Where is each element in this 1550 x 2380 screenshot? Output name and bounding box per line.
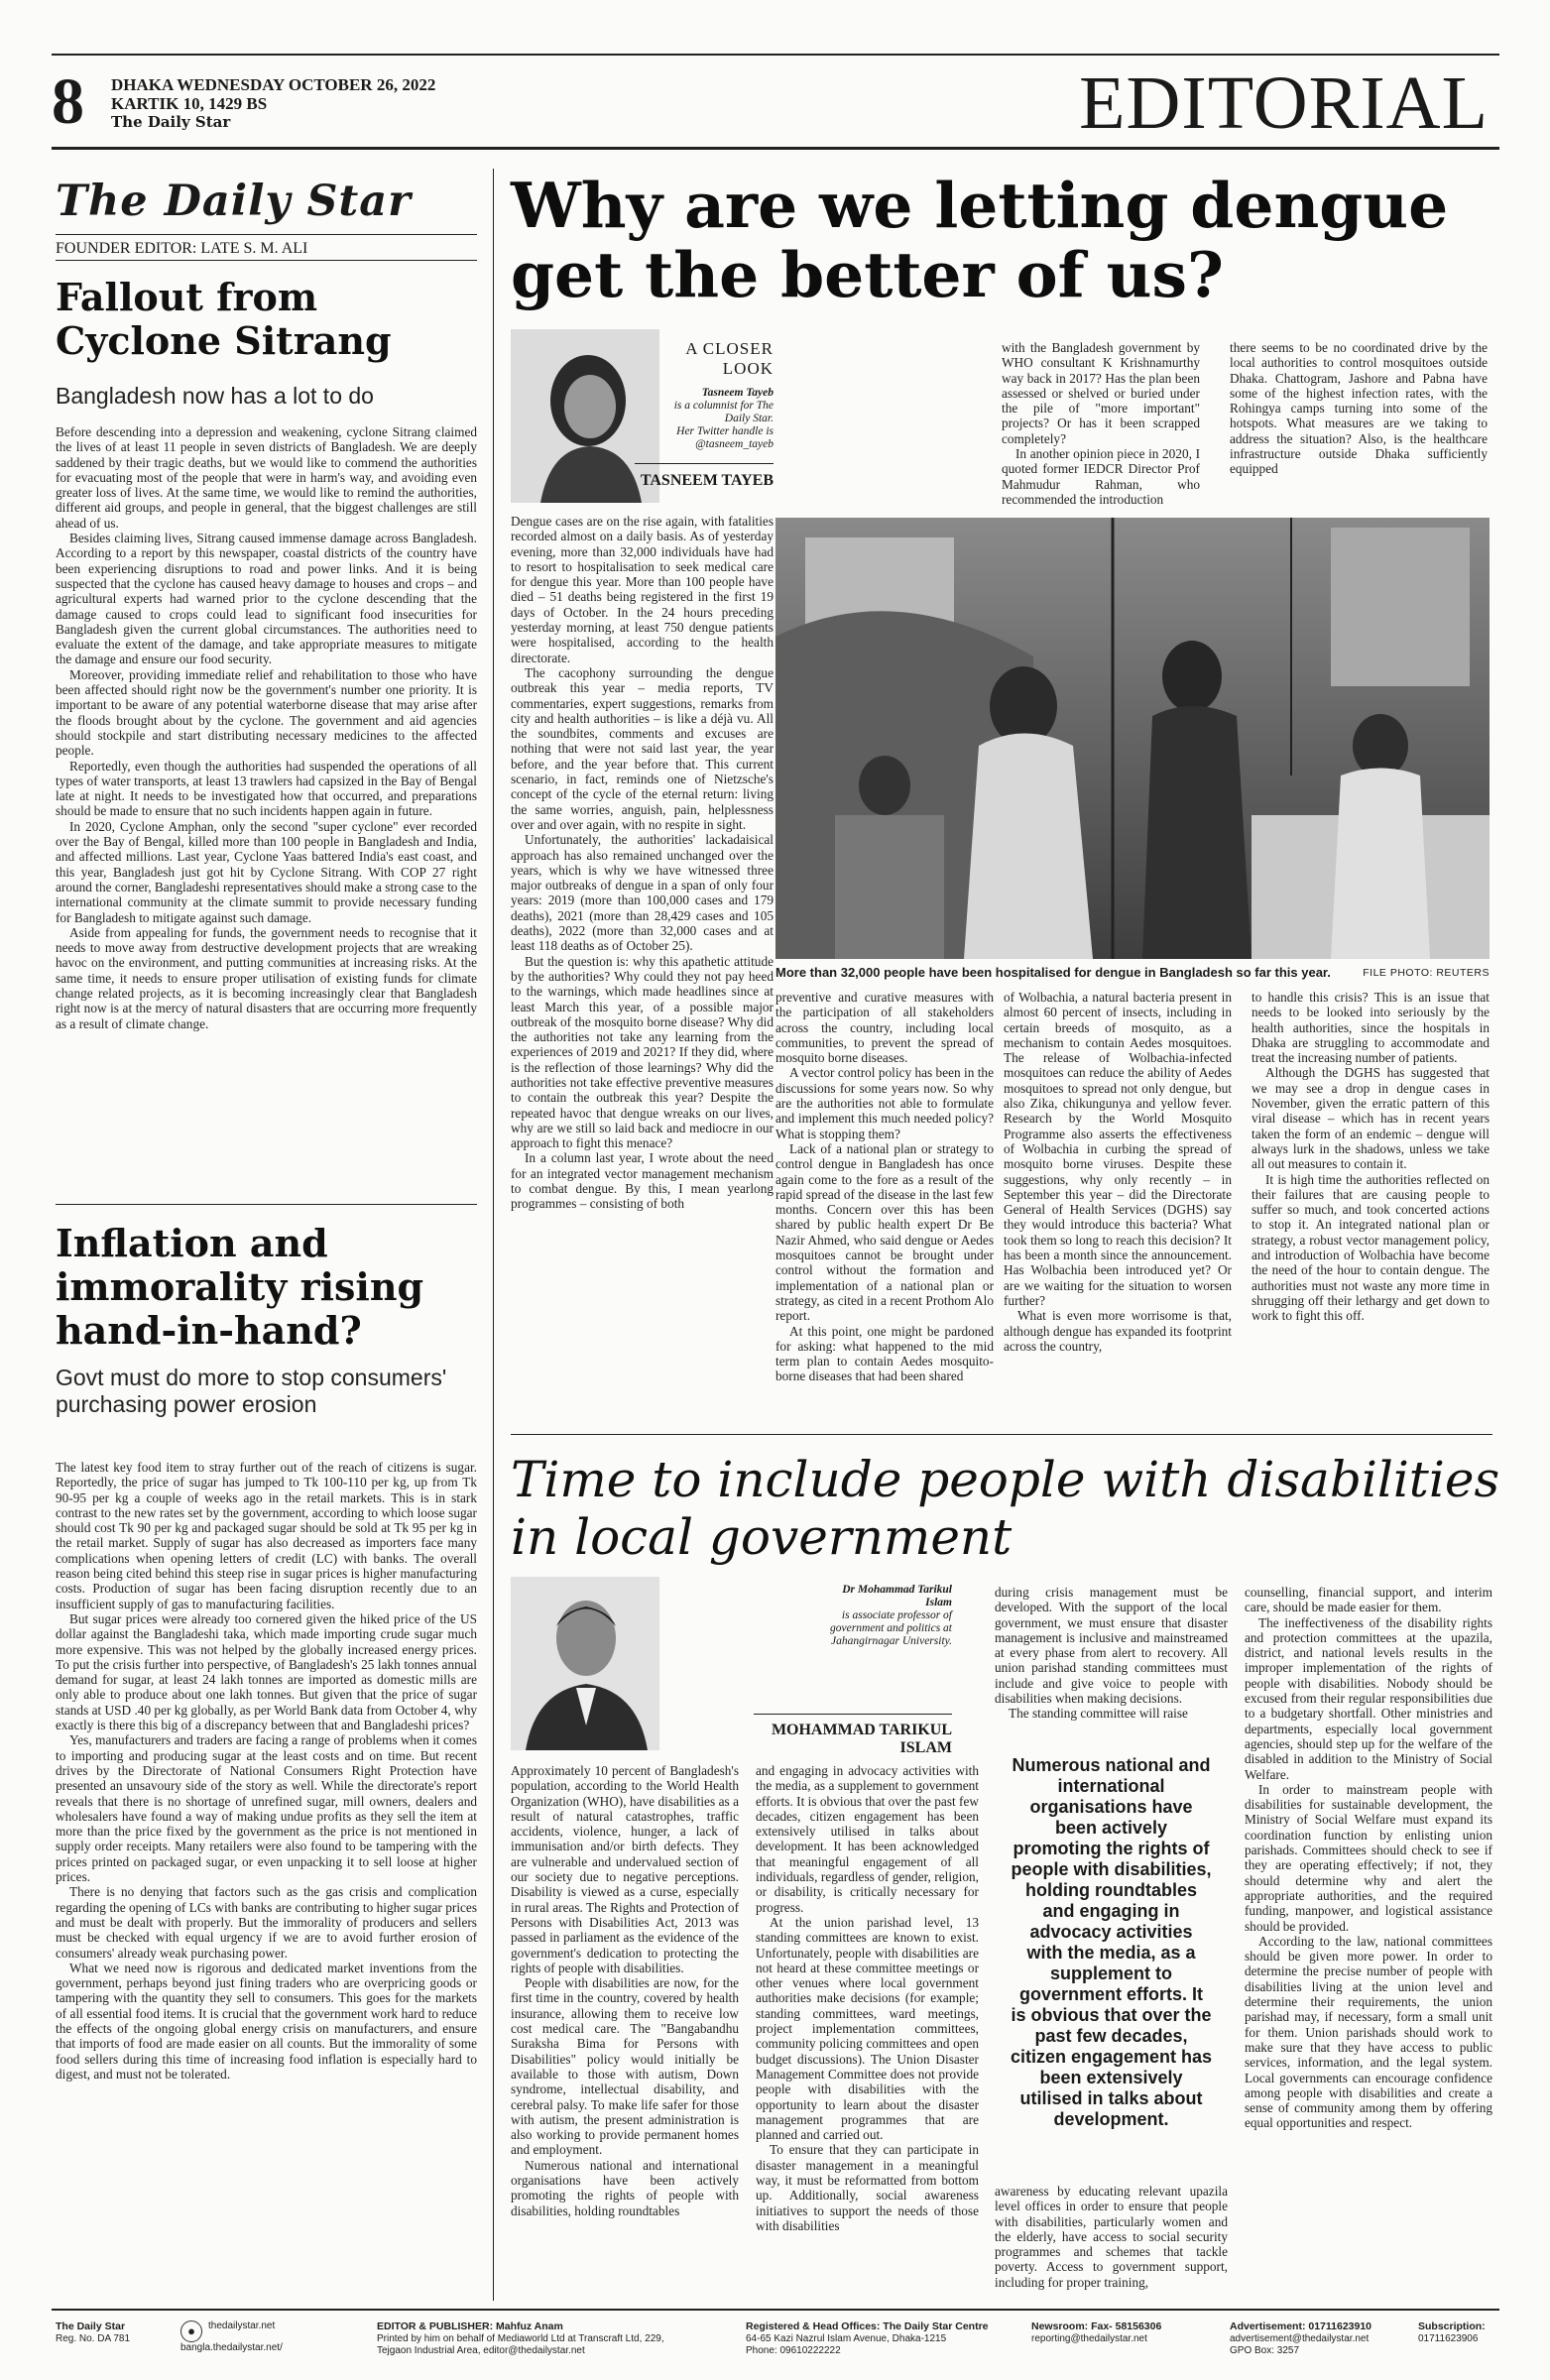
editorial1-paragraph: Aside from appealing for funds, the government needs to recognise that it needs to move away from destructive development projects that are wreaking havoc on the environment, and putting communities at increasing risks. At the same time, it needs to ensure proper utilisation of existing funds for climate change related projects, as it is becoming increasingly clear that Bangladesh right now is at the mercy of natural disasters that are occurring more frequently as a result of climate change. <box>56 924 477 1031</box>
photo-caption: More than 32,000 people have been hospitalised for dengue in Bangladesh so far this year. <box>775 965 1331 980</box>
tarikul-portrait <box>511 1577 659 1750</box>
editorial-divider <box>56 1204 477 1205</box>
footer-paper <box>56 2320 130 2345</box>
editorial1-paragraph: Besides claiming lives, Sitrang caused immense damage across Bangladesh. According to a report by this newspaper, coastal districts of the country have been experiencing disruptions to road and power links. And it is being suspected that the cyclone has caused heavy damage to houses and crops – and agricultural experts had warned prior to the cyclone descending that the damage caused to crops could lead to significant food insecurities for Bangladesh given the current global circumstances. The authorities need to evaluate the extent of the damage, and take appropriate measures to mitigate the damage and ensure our food security. <box>56 531 477 667</box>
disability-byline: MOHAMMAD TARIKUL ISLAM <box>771 1722 952 1756</box>
globe-icon: ● <box>180 2320 202 2342</box>
section-title: EDITORIAL <box>1079 61 1489 145</box>
footer-ads <box>1230 2320 1371 2357</box>
footer-printed: Printed by him on behalf of Mediaworld Ltd at Transcraft Ltd, 229, <box>377 2333 664 2344</box>
dengue-paragraph: preventive and curative measures with the participation of all stakeholders across the country, including local communities, to prevent the spread of mosquito borne diseases. <box>775 990 994 1066</box>
pullquote: Numerous national and international organisations have been actively promoting the rights of people with disabilities, holding roundtables and engaging in advocacy activities with the media, as a supplement to government efforts. It is obvious that over the past few decades, citizen engagement has been extensively utilised in talks about development. <box>1010 1755 1213 2129</box>
dengue-col-a <box>511 514 774 1212</box>
editorial1-paragraph: Moreover, providing immediate relief and rehabilitation to those who have been affected should right now be the government's number one priority. It is important to be aware of any potential waterborne disease that may arise after the floods brought about by the cyclone. The government and aid agencies should stockpile and start distributing necessary medicines to the affected people. <box>56 666 477 759</box>
disability-col-a <box>511 1763 739 2218</box>
author-note-line: government and politics at <box>830 1622 952 1634</box>
author-note-line: Her Twitter handle is <box>676 425 774 437</box>
portrait-silhouette-icon <box>511 1577 659 1750</box>
dengue-paragraph: there seems to be no coordinated drive by the local authorities to control mosquitoes outside Dhaka. Chattogram, Jashore and Pabna have some of the highest infection rates, with the Rohingya camps turning into some of the hotspots. What measures are we taking to address the situation? Also, is the healthcare infrastructure outside Dhaka sufficiently equipped <box>1230 340 1488 477</box>
disability-paragraph: Numerous national and international organisations have been actively promoting the rights of people with disabilities, holding roundtables <box>511 2157 739 2218</box>
daily-star-logo: The Daily Star <box>56 177 412 226</box>
footer-web <box>180 2320 283 2354</box>
footer-sub-phone: 01711623906 <box>1418 2333 1479 2344</box>
disability-paragraph: The ineffectiveness of the disability rights and protection committees at the upazila, district, and national levels results in the improper implementation of the rights of people with disabilities. Nobody should be excused from their regular responsibilities due to a budgetary shortfall. Other ministries and departments, especially local government agencies, should step up for the welfare of the disabled in addition to the Ministry of Social Welfare. <box>1245 1614 1492 1782</box>
disability-paragraph: The standing committee will raise <box>1009 1706 1188 1722</box>
disability-headline: Time to include people with disabilities in local government <box>511 1451 1500 1566</box>
logo-rule <box>56 234 477 235</box>
author-note-line: is a columnist for The Daily Star. <box>673 400 774 424</box>
dengue-paragraph: of Wolbachia, a natural bacteria present in almost 60 percent of insects, including in certain breeds of mosquito, as a mechanism to contain Aedes mosquitoes. The release of Wolbachia-infected mosquitoes can reduce the ability of Aedes mosquitoes to spread not only dengue, but also Zika, chikungunya and yellow fever. Research by the World Mosquito Programme also asserts the effectiveness of Wolbachia in curbing the spread of mosquito borne viruses. Despite these suggestions, why only recently – in September this year – did the Directorate General of Health Services (DGHS) say they would introduce this bacteria? What took them so long to reach this decision? It has been a month since the announcement. Has Wolbachia been introduced yet? Or are we waiting for the situation to worsen further? <box>1004 990 1232 1308</box>
footer-sub-label: Subscription: <box>1418 2320 1486 2332</box>
footer-office-address: 64-65 Kazi Nazrul Islam Avenue, Dhaka-1215 <box>746 2333 947 2344</box>
masthead-rule <box>52 147 1499 150</box>
editorial2-paragraph: Yes, manufacturers and traders are facing a range of problems when it comes to importing and producing sugar at the least costs and on time. But recent drives by the Directorate of National Consumers Right Protection have presented an unsavoury side of the story as well. While the directorate's report reveals that there is no shortage of unrefined sugar, mill owners, dealers and wholesalers have found a way of making undue profits as they sell the item at more than the price fixed by the government as the price is not mentioned in supply order receipts. Many retailers were also found to be tampering with the prices printed on packaged sugar, or even unpacking it to sell loose at higher prices. <box>56 1732 477 1885</box>
footer-newsroom <box>1031 2320 1161 2345</box>
footer-rule <box>52 2309 1499 2311</box>
disability-col-b <box>756 1763 979 2233</box>
article-divider <box>511 1434 1492 1435</box>
footer-reg: Reg. No. DA 781 <box>56 2333 131 2344</box>
editorial1-body <box>56 424 477 1031</box>
editorial2-paragraph: But sugar prices were already too cornered given the hiked price of the US dollar against the Bangladeshi taka, which made importing crude sugar much more expensive. This was not helped by the globally increased energy prices. To put the crisis further into perspective, of Bangladesh's 25 lakh tonnes annual demand for sugar, at least 24 lakh tonnes are imported as domestic mills are only able to produce about one lakh tonnes. But given that the price of sugar stands at USD .40 per kg globally, as per World Bank data from October 4, why exactly is there this big of a discrepancy between that and Bangladeshi prices? <box>56 1610 477 1733</box>
footer-newsroom-email[interactable]: reporting@thedailystar.net <box>1031 2333 1147 2344</box>
dengue-headline: Why are we letting dengue get the better of us? <box>511 169 1449 311</box>
disability-paragraph: According to the law, national committees should be given more power. In order to determine the precise number of people with disabilities living at the union level and determine their requirements, the union parishad may, if necessary, form a small unit for them. Union parishads should work to make sure that they have access to public services, information, and the legal system. Local governments can encourage confidence among people with disabilities and create a sense of community among them by offering equal opportunities and respect. <box>1245 1933 1492 2131</box>
top-rule <box>52 54 1499 56</box>
editorial1-paragraph: Before descending into a depression and weakening, cyclone Sitrang claimed the lives of at least 11 people in seven districts of Bangladesh. We are deeply saddened by their tragic deaths, but we would like to commend the authorities for evacuating most of the people that were in harm's way, and avoiding even greater loss of lives. At the same time, we would like to remind the authorities, different aid groups, and people in general, that the biggest challenges are still ahead of us. <box>56 424 477 531</box>
dengue-ward-photo <box>775 518 1490 959</box>
disability-paragraph: To ensure that they can participate in disaster management in a meaningful way, it must be reformatted from bottom up. Additionally, social awareness initiatives to support the needs of those with disabilities <box>756 2142 979 2233</box>
dengue-paragraph: A vector control policy has been in the discussions for some years now. So why are the authorities not able to formulate and implement this much needed policy? What is stopping them? <box>775 1065 994 1141</box>
editorial1-subtitle: Bangladesh now has a lot to do <box>56 383 374 409</box>
dengue-paragraph: Although the DGHS has suggested that we may see a drop in dengue cases in November, given the erratic pattern of this viral disease – which has in recent years taken the form of an endemic – dengue will always lurk in the shadows, unless we take all out measures to contain it. <box>1252 1065 1490 1172</box>
date-line: DHAKA WEDNESDAY OCTOBER 26, 2022 <box>111 75 436 94</box>
brand-small: The Daily Star <box>111 113 231 131</box>
dengue-byline: TASNEEM TAYEB <box>640 472 774 489</box>
photo-credit: FILE PHOTO: REUTERS <box>1363 967 1490 979</box>
footer-ad-email[interactable]: advertisement@thedailystar.net <box>1230 2333 1370 2344</box>
footer-newsroom-label: Newsroom: Fax- 58156306 <box>1031 2320 1162 2332</box>
dengue-col-c-top <box>1230 340 1488 477</box>
editorial2-title: Inflation and immorality rising hand-in-hand? <box>56 1221 424 1353</box>
disability-col-c-bottom <box>995 2184 1228 2290</box>
disability-author-note <box>813 1584 952 1648</box>
dengue-paragraph: with the Bangladesh government by WHO consultant K Krishnamurthy way back in 2017? Has the plan been assessed or shelved or buried under the pile of "more important" projects? Or has it been scrapped completely? <box>1002 340 1200 446</box>
dengue-paragraph: to handle this crisis? This is an issue that needs to be looked into seriously by the health authorities, since the hospitals in Dhaka are struggling to accommodate and treat the increasing number of patients. <box>1252 990 1490 1066</box>
dengue-col-c-bottom <box>1004 990 1232 1354</box>
dengue-paragraph: What is even more worrisome is that, although dengue has expanded its footprint across the country, <box>1004 1308 1232 1354</box>
footer-subscription <box>1418 2320 1486 2345</box>
editorial1-paragraph: In 2020, Cyclone Amphan, only the second "super cyclone" ever recorded over the Bay of Bengal, killed more than 100 people in Bangladesh and India, and affected millions. Last year, Cyclone Yaas battered India's east coast, and this year, Bangladesh just got hit by Cyclone Sitrang. With COP 27 right around the corner, Bangladeshi representatives should make a strong case to the international community at the climate summit to provide necessary funding for Bangladesh to mitigate against such damage. <box>56 818 477 925</box>
footer-paper-name: The Daily Star <box>56 2320 126 2332</box>
disability-paragraph: People with disabilities are now, for the first time in the country, covered by health insurance, allowing them to receive low cost medical care. The "Bangabandhu Suraksha Bima for Persons with Disabilities" policy would initially be available to those with autism, Down syndrome, intellectual disability, and cerebral palsy. To make life safer for those with autism, the present administration is also working to provide permanent homes and employment. <box>511 1975 739 2158</box>
footer-web-link[interactable]: thedailystar.net <box>208 2320 276 2331</box>
disability-paragraph: Approximately 10 percent of Bangladesh's population, according to the World Health Organization (WHO), have disabilities as a result of natural catastrophes, traffic accidents, violence, hunger, a lack of immunisation and/or birth defects. They are vulnerable and undervalued section of our society due to negative perceptions. Disability is viewed as a curse, especially in rural areas. The Rights and Protection of Persons with Disabilities Act, 2013 was passed in parliament as the evidence of the government's dedication to protecting the rights of people with disabilities. <box>511 1763 739 1975</box>
footer-ad-box: GPO Box: 3257 <box>1230 2345 1300 2356</box>
disability-paragraph: counselling, financial support, and interim care, should be made easier for them. <box>1245 1585 1492 1615</box>
date-block <box>111 75 435 132</box>
footer-editor-label: EDITOR & PUBLISHER: Mahfuz Anam <box>377 2320 563 2332</box>
dengue-col-b-top <box>1002 340 1200 507</box>
disability-col-c-top <box>995 1585 1228 1722</box>
author-note-line: @tasneem_tayeb <box>695 438 774 450</box>
disability-paragraph: and engaging in advocacy activities with the media, as a supplement to government efforts. It is obvious that over the past few decades, citizen engagement has been extensively utilised in talks about development. It has been acknowledged that meaningful engagement of all individuals, regardless of gender, religion, or disability, is critically necessary for progress. <box>756 1763 979 1915</box>
author-note-line: is associate professor of <box>841 1609 952 1621</box>
dengue-paragraph: In a column last year, I wrote about the need for an integrated vector management mechanism to combat dengue. By this, I mean yearlong programmes – consisting of both <box>511 1150 774 1212</box>
editorial2-subtitle: Govt must do more to stop consumers' purchasing power erosion <box>56 1365 447 1417</box>
editorial2-paragraph: There is no denying that factors such as the gas crisis and complication regarding the opening of LCs with banks are contributing to higher sugar prices and must be dealt with properly. But the immorality of producers and sellers must be checked with equal urgency if we are to avoid further erosion of consumers' already weak purchasing power. <box>56 1884 477 1961</box>
footer-office-label: Registered & Head Offices: The Daily Star Centre <box>746 2320 989 2332</box>
founder-line: FOUNDER EDITOR: LATE S. M. ALI <box>56 240 308 257</box>
dengue-paragraph: It is high time the authorities reflected on their failures that are causing people to suffer so much, and took concerted actions to stop it. An integrated national plan or strategy, a robust vector management policy, and introduction of Wolbachia have become the need of the hour to contain dengue. The authorities must not waste any more time in shrugging off their lethargy and get down to work to fight this off. <box>1252 1171 1490 1324</box>
page-number: 8 <box>52 65 84 138</box>
founder-rule <box>56 260 477 261</box>
hospital-scene-icon <box>775 518 1490 959</box>
dengue-col-d-bottom <box>1252 990 1490 1324</box>
footer-ad-label: Advertisement: 01711623910 <box>1230 2320 1372 2332</box>
footer-printed2: Tejgaon Industrial Area, editor@thedailystar.net <box>377 2345 585 2356</box>
footer-office <box>746 2320 989 2357</box>
dengue-paragraph: In another opinion piece in 2020, I quoted former IEDCR Director Prof Mahmudur Rahman, who recommended the introduction <box>1002 446 1200 507</box>
editorial2-paragraph: The latest key food item to stray further out of the reach of citizens is sugar. Reportedly, the price of sugar has jumped to Tk 100-110 per kg, up from Tk 90-95 per kg a couple of weeks ago in the retail markets. This is in stark contrast to the new rates set by the government, according to which loose sugar should cost Tk 90 per kg and packaged sugar should be sold at Tk 95 per kg in the retail market. Supply of sugar has also decreased as importers face many complications when opening letters of credit (LC) with banks. The overall reason being cited behind this steep rise in sugar prices is higher manufacturing costs. Production of sugar has been facing disruption recently due to an insufficient supply of gas to manufacturing facilities. <box>56 1460 477 1611</box>
disability-paragraph: In order to mainstream people with disabilities for sustainable development, the Ministry of Social Welfare must expand its coordination function by enlisting union parishads. Committees should check to see if they are operating effectively; if not, they should determine why and alert the appropriate authorities, and the required funding, manpower, and logistical assistance should be provided. <box>1245 1781 1492 1934</box>
footer-office-phone: Phone: 09610222222 <box>746 2345 841 2356</box>
kicker: A CLOSER LOOK <box>685 339 774 378</box>
author-name: Tasneem Tayeb <box>701 387 774 399</box>
disability-paragraph: At the union parishad level, 13 standing committees are known to exist. Unfortunately, people with disabilities are not heard at these committee meetings or other venues where local government authorities make decisions (for example; standing committees, ward meetings, project implementation committees, community policing committees and open budget discussions). The Union Disaster Management Committee does not provide people with disabilities with the opportunity to learn about the disaster management programmes that are planned and carried out. <box>756 1914 979 2143</box>
dengue-col-b-bottom <box>775 990 994 1384</box>
dengue-paragraph: The cacophony surrounding the dengue outbreak this year – media reports, TV commentaries, expert suggestions, remarks from city and health authorities – is like a déjà vu. All the soundbites, comments and excuses are nothing that were not said last year, the year before, and the year before that. This current scenario, in fact, reminds one of Nietzsche's concept of the cycle of the eternal return: living the same worries, anguish, pain, helplessness over and over again, with no respite in sight. <box>511 664 774 832</box>
byline-rule <box>754 1714 952 1715</box>
disability-paragraph: awareness by educating relevant upazila level offices in order to ensure that people with disabilities, particularly women and the elderly, have access to social security programmes and schemes that tackle poverty. Access to government support, including for proper training, <box>995 2184 1228 2290</box>
dengue-paragraph: Unfortunately, the authorities' lackadaisical approach has also remained unchanged over the years, which is why we have witnessed three major outbreaks of dengue in a span of only four years: 2019 (more than 100,000 cases and 179 deaths), 2021 (more than 28,429 cases and 105 deaths), 2022 (more than 32,000 cases and at least 118 deaths as of October 25). <box>511 832 774 954</box>
footer-web-link[interactable]: bangla.thedailystar.net/ <box>180 2342 283 2353</box>
editorial2-paragraph: What we need now is rigorous and dedicated market inventions from the government, perhaps beyond just fining traders who are overpricing goods or tampering with the quantity they sell to consumers. This goes for the markets of all essential food items. It is crucial that the government work hard to reduce the effects of the ongoing global energy crisis on manufacturers, and ensure that imports of food are made easier on all counts. But the immorality of some food sellers during this time of increasing food inflation is especially hard to digest, and must not be tolerated. <box>56 1960 477 2082</box>
dengue-paragraph: Dengue cases are on the rise again, with fatalities recorded almost on a daily basis. As of yesterday evening, more than 32,000 individuals have had to resort to hospitalisation to seek medical care for dengue this year. More than 100 people have died – 51 deaths being registered in the first 19 days of October. In the 24 hours preceding yesterday morning, at least 750 dengue patients were hospitalised, according to the health directorate. <box>511 514 774 665</box>
dengue-paragraph: But the question is: why this apathetic attitude by the authorities? Why could they not pay heed to the warnings, which made headlines since at least March this year, of a possible major outbreak of the mosquito borne disease? Why did the authorities not take any learning from the experiences of 2019 and 2021? If they did, where is the reflection of those learnings? Why did the authorities not take effective preventive measures to contain the outbreak this year? Despite the repeated havoc that dengue wreaks on our lives, why are we still so laid back and mediocre in our approach to fight this menace? <box>511 953 774 1151</box>
editorial1-title: Fallout from Cyclone Sitrang <box>56 275 392 363</box>
editorial1-paragraph: Reportedly, even though the authorities had suspended the operations of all types of water transports, at least 13 trawlers had capsized in the Bay of Bengal late at night. It needs to be investigated how that occurred, and preparations should be made to ensure that no such incidents happen again in future. <box>56 758 477 819</box>
footer-editor <box>377 2320 664 2357</box>
byline-rule <box>635 463 774 464</box>
dengue-paragraph: At this point, one might be pardoned for asking: what happened to the mid term plan to contain Aedes mosquito-borne diseases that had been shared <box>775 1323 994 1384</box>
dengue-paragraph: Lack of a national plan or strategy to control dengue in Bangladesh has once again come to the fore as a result of the rapid spread of the disease in the last few months. Concern over this has been shared by public health expert Dr Be Nazir Ahmed, who said dengue or Aedes mosquitoes cannot be brought under control without the formation and implementation of a national plan or strategy, as cited in a recent Prothom Alo report. <box>775 1140 994 1324</box>
bangla-date: KARTIK 10, 1429 BS <box>111 94 268 113</box>
dengue-author-note <box>655 387 774 451</box>
author-name: Dr Mohammad Tarikul Islam <box>842 1584 952 1608</box>
disability-paragraph: during crisis management must be developed. With the support of the local government, we must ensure that disaster management is inclusive and mainstreamed at every phase from alert to recovery. All union parishad standing committees must include and give voice to people with disabilities when making decisions. <box>995 1585 1228 1707</box>
editorial2-body <box>56 1460 477 2082</box>
disability-col-d <box>1245 1585 1492 2131</box>
author-note-line: Jahangirnagar University. <box>830 1635 952 1647</box>
column-divider <box>493 169 494 2301</box>
